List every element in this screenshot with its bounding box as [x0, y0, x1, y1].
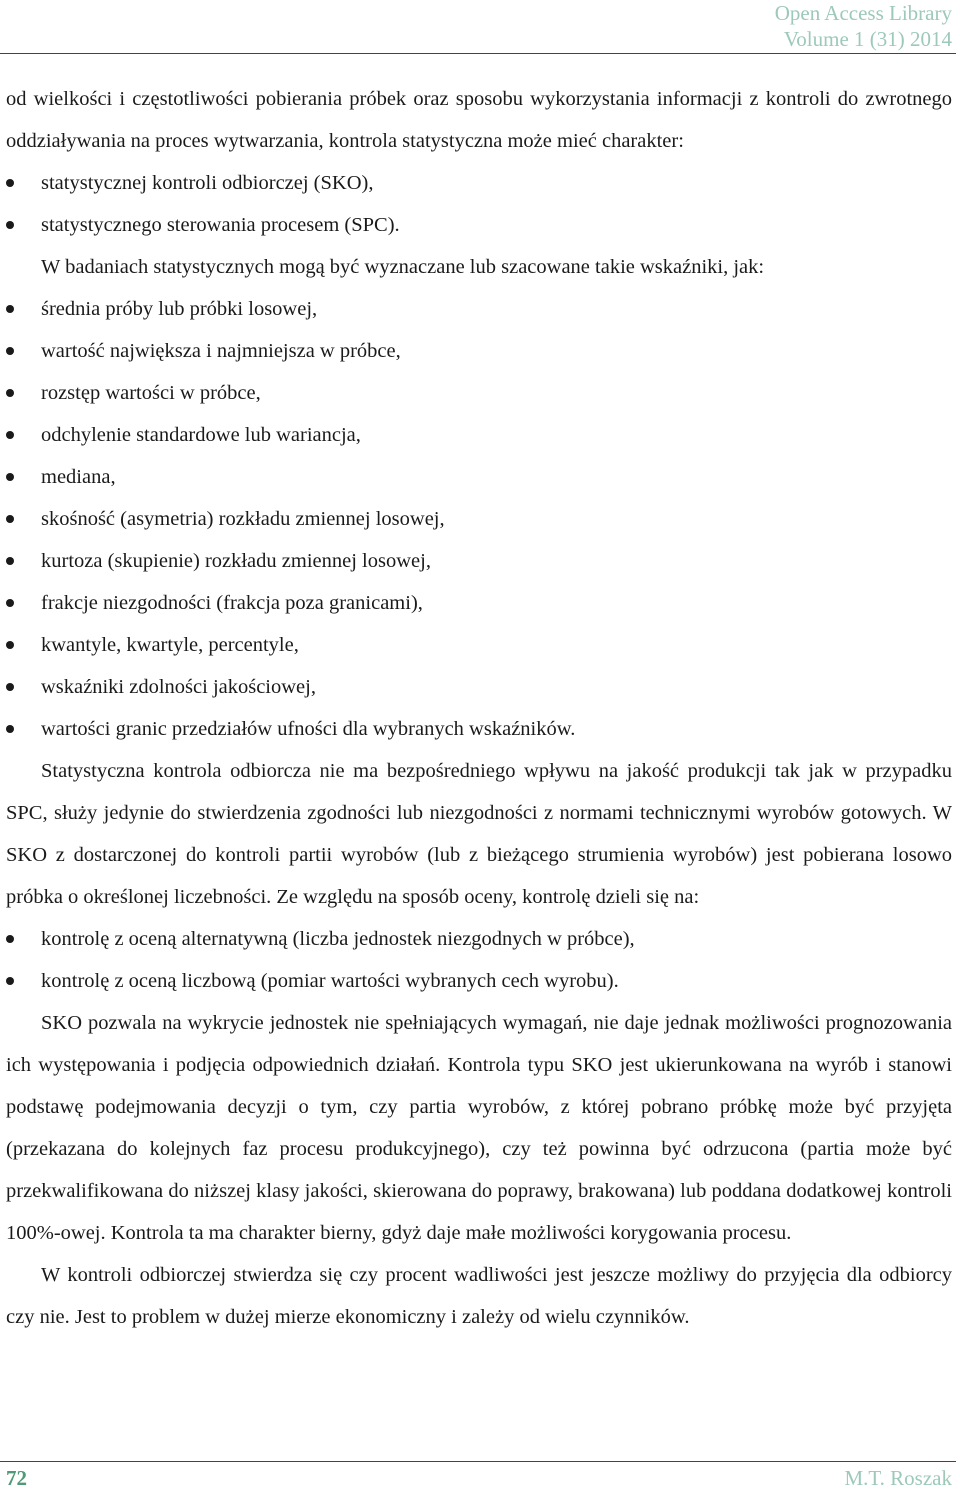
bullet-icon	[6, 935, 14, 943]
paragraph-sko-detection: SKO pozwala na wykrycie jednostek nie spełniających wymagań, nie daje jednak możliwości prognozowania ich występowania i podjęcia odpowiednich działań. Kontrola typu SKO jest ukierunkowana na wyrób i stanowi podstawę podejmowania decyzji o tym, czy partia wyrobów, z której pobrano próbkę może być przyjęta (przekazana do kolejnych faz procesu produkcyjnego), czy też powinna być odrzucona (partia może być przekwalifikowana do niższej klasy jakości, skierowana do poprawy, brakowana) lub poddana dodatkowej kontroli 100%-owej. Kontrola ta ma charakter bierny, gdyż daje małe możliwości korygowania procesu.	[6, 1012, 952, 1244]
paragraph-indicators: W badaniach statystycznych mogą być wyznaczane lub szacowane takie wskaźniki, jak:	[41, 256, 765, 278]
bullet-icon	[6, 431, 14, 439]
list-item: frakcje niezgodności (frakcja poza granicami),	[6, 582, 952, 624]
indicators-list	[6, 288, 952, 750]
paragraph-acceptance: W kontroli odbiorczej stwierdza się czy procent wadliwości jest jeszcze możliwy do przyjęcia dla odbiorcy czy nie. Jest to problem w dużej mierze ekonomiczny i zależy od wielu czynników.	[6, 1264, 952, 1328]
control-types-list	[6, 162, 952, 246]
article-body	[6, 78, 952, 1338]
paragraph-intro: od wielkości i częstotliwości pobierania próbek oraz sposobu wykorzystania informacji z kontroli do zwrotnego oddziaływania na proces wytwarzania, kontrola statystyczna może mieć charakter:	[6, 88, 952, 152]
journal-name: Open Access Library	[774, 1, 952, 25]
list-item: statystycznego sterowania procesem (SPC).	[6, 204, 952, 246]
paragraph-sko: Statystyczna kontrola odbiorcza nie ma bezpośredniego wpływu na jakość produkcji tak jak w przypadku SPC, służy jedynie do stwierdzenia zgodności lub niezgodności z normami technicznymi wyrobów gotowych. W SKO z dostarczonej do kontroli partii wyrobów (lub z bieżącego strumienia wyrobów) jest pobierana losowo próbka o określonej liczebności. Ze względu na sposób oceny, kontrolę dzieli się na:	[6, 760, 952, 908]
bullet-icon	[6, 725, 14, 733]
author-name: M.T. Roszak	[844, 1466, 952, 1490]
list-item: wartość największa i najmniejsza w próbce,	[6, 330, 952, 372]
bullet-icon	[6, 683, 14, 691]
bullet-icon	[6, 389, 14, 397]
bullet-icon	[6, 305, 14, 313]
page-number: 72	[6, 1466, 27, 1490]
list-item: statystycznej kontroli odbiorczej (SKO),	[6, 162, 952, 204]
list-item: mediana,	[6, 456, 952, 498]
journal-header	[775, 0, 952, 52]
bullet-icon	[6, 599, 14, 607]
list-item: kurtoza (skupienie) rozkładu zmiennej losowej,	[6, 540, 952, 582]
list-item: kontrolę z oceną liczbową (pomiar wartości wybranych cech wyrobu).	[6, 960, 952, 1002]
list-item: skośność (asymetria) rozkładu zmiennej losowej,	[6, 498, 952, 540]
list-item: średnia próby lub próbki losowej,	[6, 288, 952, 330]
bullet-icon	[6, 641, 14, 649]
journal-volume: Volume 1 (31) 2014	[783, 27, 952, 51]
bullet-icon	[6, 557, 14, 565]
bullet-icon	[6, 179, 14, 187]
footer-divider	[0, 1461, 956, 1462]
bullet-icon	[6, 221, 14, 229]
list-item: wartości granic przedziałów ufności dla wybranych wskaźników.	[6, 708, 952, 750]
assessment-list	[6, 918, 952, 1002]
list-item: odchylenie standardowe lub wariancja,	[6, 414, 952, 456]
list-item: kwantyle, kwartyle, percentyle,	[6, 624, 952, 666]
bullet-icon	[6, 515, 14, 523]
list-item: wskaźniki zdolności jakościowej,	[6, 666, 952, 708]
list-item: kontrolę z oceną alternatywną (liczba jednostek niezgodnych w próbce),	[6, 918, 952, 960]
bullet-icon	[6, 473, 14, 481]
bullet-icon	[6, 347, 14, 355]
bullet-icon	[6, 977, 14, 985]
header-divider	[0, 53, 956, 54]
list-item: rozstęp wartości w próbce,	[6, 372, 952, 414]
